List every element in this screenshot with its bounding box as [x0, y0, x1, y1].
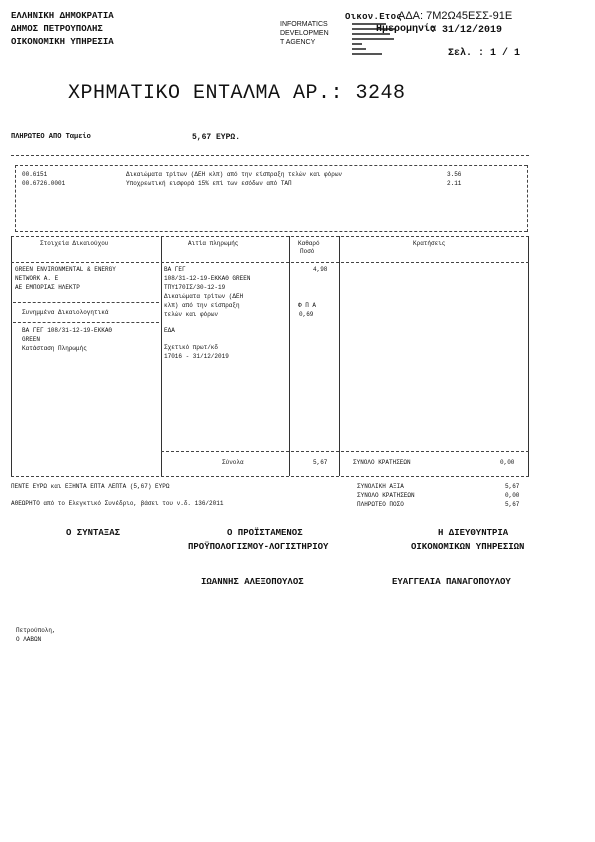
- attached-docs-label: Συνημμένα Δικαιολογητικά: [22, 309, 109, 316]
- head-name: ΙΩΑΝΝΗΣ ΑΛΕΞΟΠΟΥΛΟΣ: [201, 577, 304, 587]
- date-value: : 31/12/2019: [430, 25, 503, 36]
- vat-amount: 0,69: [299, 311, 314, 318]
- beneficiary-line: ΑΕ ΕΜΠΟΡΙΑΣ ΗΛΕΚΤΡ: [15, 284, 80, 291]
- payable-from-label: ΠΛΗΡΩΤΕΟ ΑΠΟ Ταμείο: [11, 133, 91, 141]
- amount-in-words: ΠΕΝΤΕ ΕΥΡΩ και ΕΞΗΝΤΑ ΕΠΤΑ ΛΕΠΤΑ (5,67) ΕΥΡΩ: [11, 483, 170, 490]
- totals-label: ΣΥΝΟΛΙΚΗ ΑΞΙΑ: [357, 483, 404, 490]
- org-line-2: ΔΗΜΟΣ ΠΕΤΡΟΥΠΟΛΗΣ: [11, 24, 103, 34]
- attached-doc-line: Κατάσταση Πληρωμής: [22, 345, 87, 352]
- place-label: Πετρούπολη,: [16, 627, 56, 634]
- stamp-text-1: INFORMATICS: [280, 21, 328, 28]
- reason-line: τελών και φόρων: [164, 311, 219, 318]
- column-header-deductions: Κρατήσεις: [413, 240, 446, 247]
- date-label: Ημερομηνία: [376, 24, 437, 35]
- column-header-beneficiary: Στοιχεία Δικαιούχου: [40, 240, 109, 247]
- receiver-label: Ο ΛΑΒΩΝ: [16, 636, 42, 643]
- column-header-net-2: Ποσό: [300, 248, 315, 255]
- stamp-text-2: DEVELOPMEN: [280, 30, 329, 37]
- account-code: 00.6726.0001: [22, 180, 66, 187]
- director-name: ΕΥΑΓΓΕΛΙΑ ΠΑΝΑΓΟΠΟΥΛΟΥ: [392, 577, 511, 587]
- vat-label: Φ Π Α: [298, 302, 317, 309]
- head-title-1: Ο ΠΡΟΪΣΤΑΜΕΝΟΣ: [227, 528, 303, 538]
- account-amount: 3.56: [447, 171, 462, 178]
- director-title-1: Η ΔΙΕΥΘΥΝΤΡΙΑ: [438, 528, 509, 538]
- exempt-note: ΑΘΕΩΡΗΤΟ από το Ελεγκτικό Συνέδριο, βάσει του ν.δ. 136/2011: [11, 500, 224, 507]
- reason-line: ΕΔΑ: [164, 327, 175, 334]
- reason-line: 108/31-12-19-ΕΚΚΑΘ GREEN: [164, 275, 251, 282]
- reason-line: Σχετικό πρωτ/κδ: [164, 344, 219, 351]
- attached-doc-line: ΒΑ ΓΕΓ 108/31-12-19-ΕΚΚΑΘ: [22, 327, 113, 334]
- totals-value: 0,00: [505, 492, 520, 499]
- total-deductions-value: 0,00: [500, 459, 515, 466]
- totals-label: ΠΛΗΡΩΤΕΟ ΠΟΣΟ: [357, 501, 404, 508]
- account-amount: 2.11: [447, 180, 462, 187]
- composer-title: Ο ΣΥΝΤΑΞΑΣ: [66, 528, 121, 538]
- page-number: Σελ. : 1 / 1: [448, 48, 521, 59]
- director-title-2: ΟΙΚΟΝΟΜΙΚΩΝ ΥΠΗΡΕΣΙΩΝ: [411, 542, 525, 552]
- beneficiary-line: GREEN ENVIRONMENTAL & ENERGY: [15, 266, 116, 273]
- attached-doc-line: GREEN: [22, 336, 41, 343]
- reason-line: ΒΑ ΓΕΓ: [164, 266, 186, 273]
- reason-line: ΤΠΥ170ΙΣ/30-12-19: [164, 284, 226, 291]
- org-line-3: ΟΙΚΟΝΟΜΙΚΗ ΥΠΗΡΕΣΙΑ: [11, 37, 114, 47]
- reason-line: 17016 - 31/12/2019: [164, 353, 229, 360]
- page-title: ΧΡΗΜΑΤΙΚΟ ΕΝΤΑΛΜΑ ΑΡ.: 3248: [68, 82, 406, 105]
- reason-line: κλπ) από την είσπραξη: [164, 302, 240, 309]
- head-title-2: ΠΡΟΫΠΟΛΟΓΙΣΜΟΥ-ΛΟΓΙΣΤΗΡΙΟΥ: [188, 542, 329, 552]
- org-line-1: ΕΛΛΗΝΙΚΗ ΔΗΜΟΚΡΑΤΙΑ: [11, 11, 114, 21]
- total-deductions-label: ΣΥΝΟΛΟ ΚΡΑΤΗΣΕΩΝ: [353, 459, 411, 466]
- totals-value: 5,67: [505, 483, 520, 490]
- reason-line: Δικαιώματα τρίτων (ΔΕΗ: [164, 293, 244, 300]
- sum-value: 5,67: [313, 459, 328, 466]
- account-code: 00.6151: [22, 171, 48, 178]
- ada-code: ΑΔΑ: 7Μ2Ω45ΕΣΣ-91Ε: [398, 10, 513, 22]
- payable-amount: 5,67 ΕΥΡΩ.: [192, 133, 241, 142]
- account-description: Δικαιώματα τρίτων (ΔΕΗ κλπ) από την είσπραξη τελών και φόρων: [126, 171, 343, 178]
- stamp-text-3: T AGENCY: [280, 39, 316, 46]
- account-description: Υποχρεωτική εισφορά 15% επί των εσόδων από ΤΑΠ: [126, 180, 292, 187]
- totals-label: ΣΥΝΟΛΟ ΚΡΑΤΗΣΕΩΝ: [357, 492, 415, 499]
- column-header-reason: Αιτία πληρωμής: [188, 240, 239, 247]
- net-amount: 4,98: [313, 266, 328, 273]
- sum-label: Σύνολα: [222, 459, 244, 466]
- beneficiary-line: NETWORK Α. Ε: [15, 275, 59, 282]
- totals-value: 5,67: [505, 501, 520, 508]
- economic-year-label: Οικον.Ετος: [345, 12, 403, 22]
- column-header-net: Καθαρό: [298, 240, 320, 247]
